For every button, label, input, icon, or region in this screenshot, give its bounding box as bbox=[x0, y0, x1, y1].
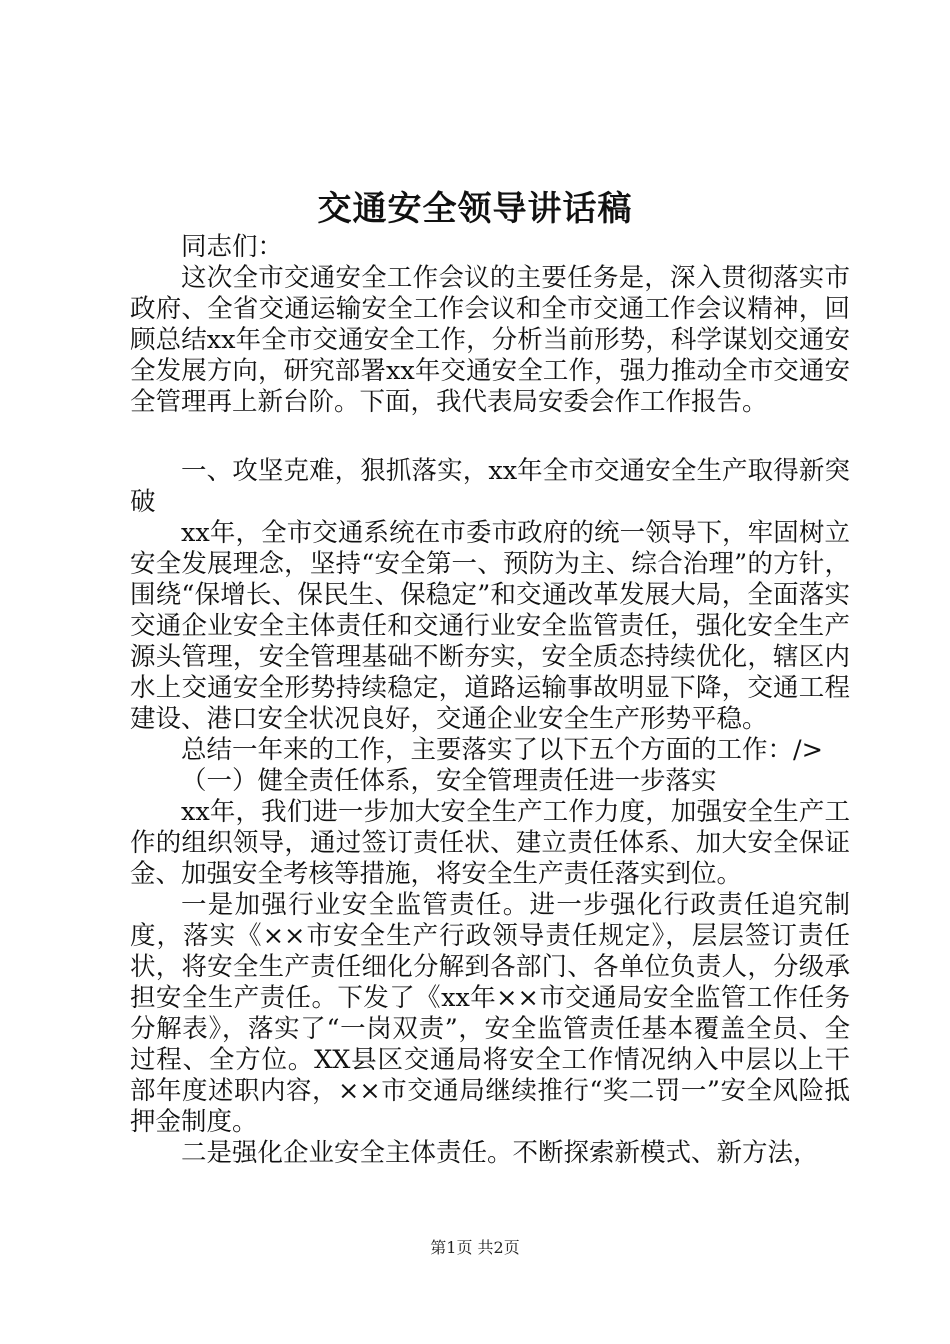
body-paragraph: 总结一年来的工作，主要落实了以下五个方面的工作：/> bbox=[181, 735, 823, 765]
body-paragraph: 一是加强行业安全监管责任。进一步强化行政责任追究制度，落实《××市安全生产行政领导责任规定》，层层签订责任状，将安全生产责任细化分解到各部门、各单位负责人，分级承担安全生产责任。下发了《xx年××市交通局安全监管工作任务分解表》，落实了“一岗双责”，安全监管责任基本覆盖全员、全过程、全方位。XX县区交通局将安全工作情况纳入中层以上干部年度述职内容，××市交通局继续推行“奖二罚一”安全风险抵押金制度。 bbox=[130, 890, 850, 1137]
blank-line bbox=[130, 418, 850, 449]
greeting-paragraph: 同志们： bbox=[181, 232, 284, 262]
subsection-heading: （一）健全责任体系，安全管理责任进一步落实 bbox=[181, 766, 717, 796]
body-paragraph: xx年，我们进一步加大安全生产工作力度，加强安全生产工作的组织领导，通过签订责任状、建立责任体系、加大安全保证金、加强安全考核等措施，将安全生产责任落实到位。 bbox=[130, 797, 850, 889]
page-footer: 第1页 共2页 bbox=[430, 1238, 520, 1257]
document-body bbox=[130, 232, 850, 1169]
intro-paragraph: 这次全市交通安全工作会议的主要任务是，深入贯彻落实市政府、全省交通运输安全工作会议和全市交通工作会议精神，回顾总结xx年全市交通安全工作，分析当前形势，科学谋划交通安全发展方向，研究部署xx年交通安全工作，强力推动全市交通安全管理再上新台阶。下面，我代表局安委会作工作报告。 bbox=[130, 263, 850, 417]
section-heading: 一、攻坚克难，狠抓落实，xx年全市交通安全生产取得新突破 bbox=[130, 456, 850, 517]
body-paragraph: 二是强化企业安全主体责任。不断探索新模式、新方法， bbox=[181, 1138, 819, 1168]
body-paragraph: xx年，全市交通系统在市委市政府的统一领导下，牢固树立安全发展理念，坚持“安全第一、预防为主、综合治理”的方针，围绕“保增长、保民生、保稳定”和交通改革发展大局，全面落实交通企业安全主体责任和交通行业安全监管责任，强化安全生产源头管理，安全管理基础不断夯实，安全质态持续优化，辖区内水上交通安全形势持续稳定，道路运输事故明显下降，交通工程建设、港口安全状况良好，交通企业安全生产形势平稳。 bbox=[130, 518, 850, 734]
document-title: 交通安全领导讲话稿 bbox=[317, 189, 633, 229]
